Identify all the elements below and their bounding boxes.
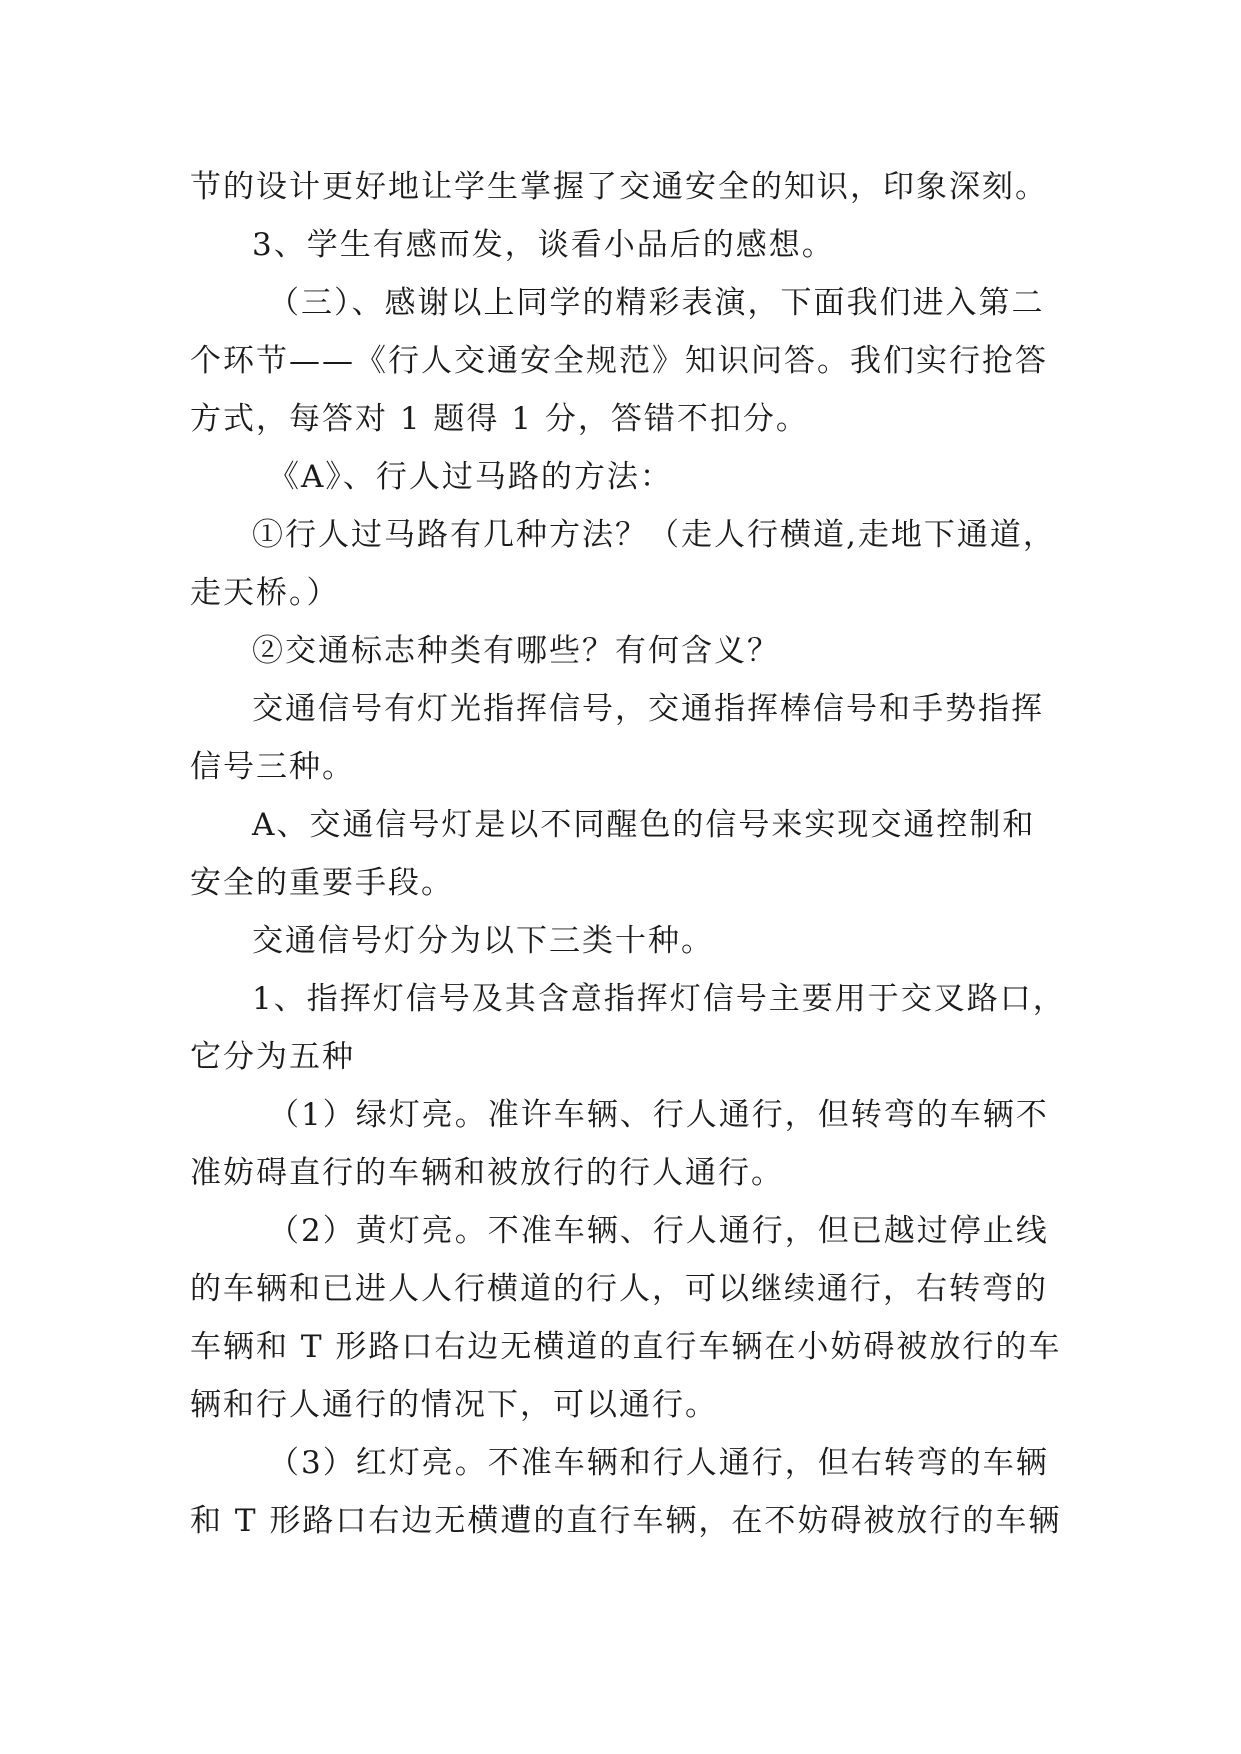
text-line: ①行人过马路有几种方法？（走人行横道,走地下通道， [252,517,1056,553]
paragraph-4 [190,448,1070,506]
paragraph-5 [190,506,1070,622]
paragraph-11 [190,1086,1070,1202]
text-line: 和 T 形路口右边无横遭的直行车辆，在不妨碍被放行的车辆 [190,1503,1062,1539]
text-line: ②交通标志种类有哪些？有何含义？ [252,633,780,669]
paragraph-13 [190,1434,1070,1550]
text-line: （1）绿灯亮。准许车辆、行人通行，但转弯的车辆不 [268,1097,1049,1133]
text-line: 信号三种。 [190,749,355,785]
text-line: 辆和行人通行的情况下，可以通行。 [190,1387,718,1423]
text-line: 的车辆和已进人人行横道的行人，可以继续通行，右转弯的 [190,1271,1048,1307]
text-line: 安全的重要手段。 [190,865,454,901]
paragraph-6 [190,622,1070,680]
paragraph-9 [190,912,1070,970]
paragraph-2 [190,216,1070,274]
text-line: 节的设计更好地让学生掌握了交通安全的知识，印象深刻。 [190,169,1048,205]
text-line: A、交通信号灯是以不同醒色的信号来实现交通控制和 [252,807,1036,843]
text-line: （2）黄灯亮。不准车辆、行人通行，但已越过停止线 [268,1213,1049,1249]
text-line: （3）红灯亮。不准车辆和行人通行，但右转弯的车辆 [268,1445,1049,1481]
text-line: 个环节——《行人交通安全规范》知识问答。我们实行抢答 [190,343,1048,379]
text-line: 它分为五种 [190,1039,355,1075]
text-line: 车辆和 T 形路口右边无横道的直行车辆在小妨碍被放行的车 [190,1329,1062,1365]
text-line: 3、学生有感而发，谈看小品后的感想。 [252,227,835,263]
paragraph-3 [190,274,1070,448]
paragraph-12 [190,1202,1070,1434]
text-line: （三）、感谢以上同学的精彩表演，下面我们进入第二 [268,285,1045,321]
text-line: 走天桥。） [190,575,340,611]
text-line: 交通信号灯分为以下三类十种。 [252,923,714,959]
text-line: 交通信号有灯光指挥信号，交通指挥棒信号和手势指挥 [252,691,1044,727]
text-line: 1、指挥灯信号及其含意指挥灯信号主要用于交叉路口， [252,981,1066,1017]
document-body [190,158,1070,1550]
text-line: 准妨碍直行的车辆和被放行的行人通行。 [190,1155,784,1191]
text-line: 《A》、行人过马路的方法： [268,459,673,495]
paragraph-8 [190,796,1070,912]
paragraph-1 [190,158,1070,216]
text-line: 方式，每答对 1 题得 1 分，答错不扣分。 [190,401,809,437]
paragraph-7 [190,680,1070,796]
paragraph-10 [190,970,1070,1086]
